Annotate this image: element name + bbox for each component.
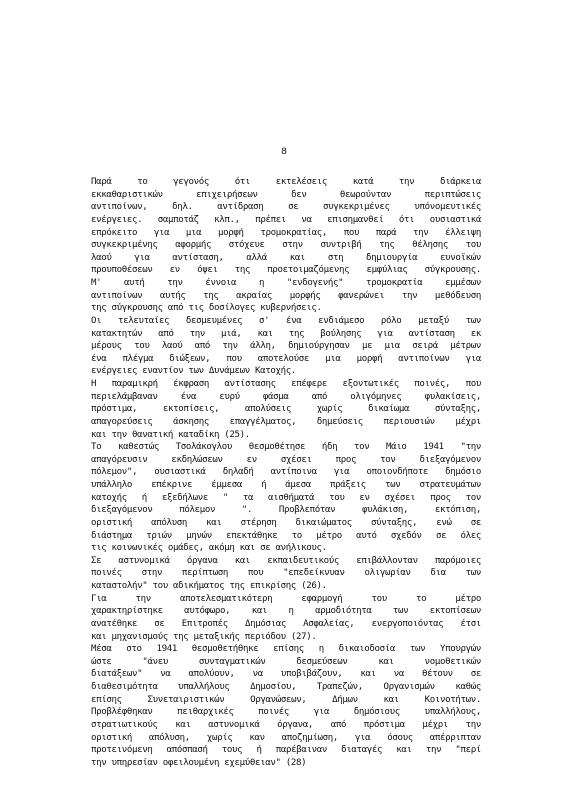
text-line: κατακτητών από την μιά, και της βούλησης για αντίσταση εκ	[91, 328, 481, 339]
text-line: Η παραμικρή έκφραση αντίστασης επέφερε εξοντωτικές ποινές, που	[91, 379, 481, 389]
text-line: Μ' αυτή την έννοια η "ενδογενής" τρομοκρατία εμμέσων	[91, 278, 481, 288]
text-line: διατάξεων" να απολύουν, να υποβιβάζουν, και να θέτουν σε	[91, 669, 481, 680]
text-line: χαρακτηρίστηκε αυτόφωρο, και η αρμοδιότητα των εκτοπίσεων	[91, 606, 481, 617]
text-line: προτεινόμενη απόσπασή τους ή παρέβαιναν διαταγές και την "περί	[91, 745, 481, 756]
text-line: απαγορεύσεις άσκησης επαγγέλματος, δημεύσεις περιουσιών μέχρι	[91, 416, 481, 427]
text-line: επίσης Συνεταιριστικών Οργανώσεων, Δήμων και Κοινοτήτων.	[91, 694, 481, 705]
text-line: καταστολήν" του αδικήματος της επικρίσης (26).	[91, 581, 327, 591]
text-line: διεξαγόμενον πόλεμον ". Προβλεπόταν φυλάκιση, εκτόπιση,	[91, 505, 481, 516]
text-line: Μέσα στο 1941 θεσμοθετήθηκε επίσης η δικαιοδοσία των Υπουργών	[91, 644, 481, 655]
body-text	[91, 176, 481, 769]
text-line: μέρους του λαού από την άλλη, δημιούργησαν με μια σειρά μέτρων	[91, 341, 481, 352]
text-line: διάστημα τριών μηνών επεκτάθηκε το μέτρο αυτό σχεδόν σε όλες	[91, 530, 481, 541]
text-line: Οι τελευταίες δεσμευμένες σ' ένα ενδιάμεσο ρόλο μεταξύ των	[91, 315, 481, 326]
text-line: την υπηρεσίαν οφειλουμένη εχεμύθειαν" (28)	[91, 757, 307, 768]
text-line: ποινές στην περίπτωση που "επεδείκνυαν ολιγωρίαν δια των	[91, 568, 481, 579]
text-line: προυποθέσεων εν όψει της προετοιμαζόμενης εμφύλιας σύγκρουσης.	[91, 265, 481, 276]
text-line: στρατιωτικούς και αστυνομικά όργανα, από πρόστιμα μέχρι την	[91, 719, 481, 730]
text-line: εκκαθαριστικών επιχειρήσεων δεν θεωρούνταν περιπτώσεις	[91, 189, 481, 200]
text-line: ενέργειες εναντίον των Δυνάμεων Κατοχής.	[91, 366, 296, 377]
text-line: κατοχής ή εξεδήλωνε " τα αισθήματά του εν σχέσει προς τον	[91, 492, 481, 503]
text-line: και την θανατική καταδίκη (25).	[91, 429, 250, 440]
text-line: περιελάμβαναν ένα ευρύ φάσμα από ολιγόμηνες φυλακίσεις,	[91, 391, 481, 402]
text-line: Το καθεστώς Τσολάκογλου θεσμοθέτησε ήδη τον Μάιο 1941 "την	[91, 442, 481, 453]
text-line: οριστική απόλυση και στέρηση δικαιώματος σύνταξης, ενώ σε	[91, 517, 481, 528]
text-line: και μηχανισμούς της μεταξικής περιόδου (27).	[91, 631, 317, 642]
text-line: αντιποίνων, δηλ. αντίδραση σε συγκεκριμένες υπόνομευτικές	[91, 202, 481, 213]
text-line: υπάλληλο επέκρινε έμμεσα ή άμεσα πράξεις των στρατευμάτων	[91, 480, 481, 490]
text-line: πρόστιμα, εκτοπίσεις, απολύσεις χωρίς δικαίωμα σύνταξης,	[91, 404, 481, 415]
text-line: πόλεμον", ουσιαστικά δηλαδή αντίποινα για οποιονδήποτε δημόσιο	[91, 467, 481, 478]
text-line: λαού για αντίσταση, αλλά και στη δημιουργία ευνοϊκών	[91, 252, 481, 263]
text-line: Παρά το γεγονός ότι εκτελέσεις κατά την διάρκεια	[91, 177, 481, 187]
text-line: τις κοινωνικές ομάδες, ακόμη και σε ανήλικους.	[91, 543, 327, 554]
text-line: ανατέθηκε σε Επιτροπές Δημόσιας Ασφαλείας, ενεργοποιόντας έτσι	[91, 618, 481, 629]
text-line: της σύγκρουσης από τις δοσίλογες κυβερνήσεις.	[91, 303, 322, 314]
text-line: συγκεκριμένης αφορμής στόχευε στην συντριβή της θέλησης του	[91, 240, 481, 251]
text-line: διαθεσιμότητα υπαλλήλους Δημοσίου, Τραπεζών, Οργανισμών καθώς	[91, 682, 481, 692]
text-line: οριστική απόλυση, χωρίς καν αποζημίωση, για όσους απέρριπταν	[91, 732, 481, 743]
text-line: απαγόρευσιν εκδηλώσεων εν σχέσει προς τον διεξαγόμενον	[91, 454, 481, 465]
text-line: ώστε "άνευ συνταγματικών δεσμεύσεων και νομοθετικών	[91, 656, 481, 667]
text-line: Σε αστυνομικά όργανα και εκπαιδευτικούς επιβάλλονταν παρόμοιες	[91, 555, 481, 566]
text-line: Προβλέφθηκαν πειθαρχικές ποινές για δημόσιους υπαλλήλους,	[91, 707, 481, 718]
text-line: επρόκειτο για μια μορφή τρομοκρατίας, που παρά την έλλειψη	[91, 227, 481, 238]
text-line: ένα πλέγμα διώξεων, που αποτελούσε μια μορφή αντιποίνων για	[91, 353, 481, 364]
page-number: 8	[280, 147, 287, 158]
text-line: ενέργειες. σαμποτάζ κλπ., πρέπει να επισημανθεί ότι ουσιαστικά	[91, 214, 481, 225]
text-line: Για την αποτελεσματικότερη εφαρμογή του το μέτρο	[91, 593, 481, 604]
text-line: αντιποίνων αυτής της ακραίας μορφής φανερώνει την μεθόδευση	[91, 290, 481, 301]
